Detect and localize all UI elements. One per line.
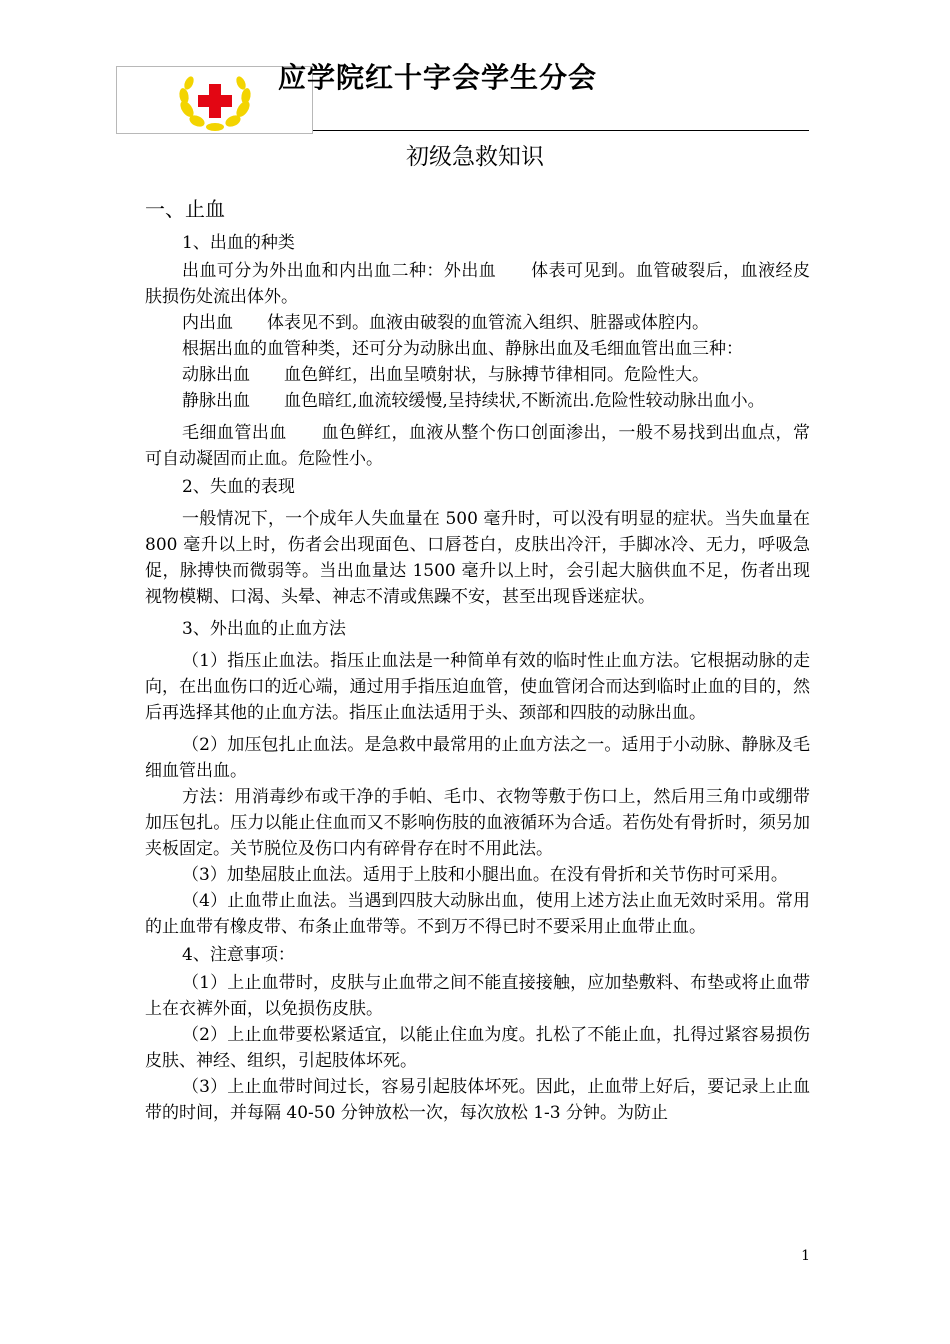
subsection-heading: 1、出血的种类 bbox=[182, 233, 295, 253]
page-number: 1 bbox=[801, 1248, 810, 1264]
subsection-heading: 4、注意事项： bbox=[182, 945, 295, 965]
paragraph: （2）上止血带要松紧适宜，以能止住血为度。扎松了不能止血，扎得过紧容易损伤皮肤、神经、组织，引起肢体坏死。 bbox=[145, 1025, 810, 1071]
paragraph: （1）指压止血法。指压止血法是一种简单有效的临时性止血方法。它根据动脉的走向，在出血伤口的近心端，通过用手指压迫血管，使血管闭合而达到临时止血的目的，然后再选择其他的止血方法。指压止血法适用于头、颈部和四肢的动脉出血。 bbox=[145, 651, 810, 723]
paragraph: （2）加压包扎止血法。是急救中最常用的止血方法之一。适用于小动脉、静脉及毛细血管出血。 bbox=[145, 735, 810, 781]
paragraph: （3）加垫屈肢止血法。适用于上肢和小腿出血。在没有骨折和关节伤时可采用。 bbox=[182, 865, 788, 885]
document-body bbox=[145, 196, 810, 1126]
paragraph: （4）止血带止血法。当遇到四肢大动脉出血，使用上述方法止血无效时采用。常用的止血带有橡皮带、布条止血带等。不到万不得已时不要采用止血带止血。 bbox=[145, 891, 810, 937]
section-heading: 一、止血 bbox=[145, 197, 225, 221]
subsection-heading: 2、失血的表现 bbox=[182, 477, 295, 497]
paragraph: 出血可分为外出血和内出血二种：外出血 体表可见到。血管破裂后，血液经皮肤损伤处流出体外。 bbox=[145, 261, 810, 307]
paragraph: 内出血 体表见不到。血液由破裂的血管流入组织、脏器或体腔内。 bbox=[182, 313, 709, 333]
subsection-heading: 3、外出血的止血方法 bbox=[182, 619, 346, 639]
header-divider bbox=[313, 130, 809, 131]
paragraph: 根据出血的血管种类，还可分为动脉出血、静脉出血及毛细血管出血三种： bbox=[182, 339, 743, 359]
paragraph: 一般情况下，一个成年人失血量在 500 毫升时，可以没有明显的症状。当失血量在 800 毫升以上时，伤者会出现面色、口唇苍白，皮肤出冷汗，手脚冰冷、无力，呼吸急促，脉搏快而微弱等。当出血量达 1500 毫升以上时，会引起大脑供血不足，伤者出现视物模糊、口渴、头晕、神志不清或焦躁不安，甚至出现昏迷症状。 bbox=[145, 509, 810, 607]
paragraph: （1）上止血带时，皮肤与止血带之间不能直接接触，应加垫敷料、布垫或将止血带上在衣裤外面，以免损伤皮肤。 bbox=[145, 973, 810, 1019]
org-name: 应学院红十字会学生分会 bbox=[278, 61, 598, 94]
paragraph: 静脉出血 血色暗红,血流较缓慢,呈持续状,不断流出.危险性较动脉出血小。 bbox=[182, 391, 765, 411]
paragraph: 方法：用消毒纱布或干净的手帕、毛巾、衣物等敷于伤口上，然后用三角巾或绷带加压包扎。压力以能止住血而又不影响伤肢的血液循环为合适。若伤处有骨折时，须另加夹板固定。关节脱位及伤口内有碎骨存在时不用此法。 bbox=[145, 787, 810, 859]
paragraph: 动脉出血 血色鲜红，出血呈喷射状，与脉搏节律相同。危险性大。 bbox=[182, 365, 709, 385]
page-title: 初级急救知识 bbox=[406, 144, 544, 170]
paragraph: （3）上止血带时间过长，容易引起肢体坏死。因此，止血带上好后，要记录上止血带的时间，并每隔 40-50 分钟放松一次，每次放松 1-3 分钟。为防止 bbox=[145, 1077, 810, 1123]
paragraph: 毛细血管出血 血色鲜红，血液从整个伤口创面渗出，一般不易找到出血点，常可自动凝固而止血。危险性小。 bbox=[145, 423, 810, 469]
red-cross-emblem-icon bbox=[175, 69, 255, 133]
